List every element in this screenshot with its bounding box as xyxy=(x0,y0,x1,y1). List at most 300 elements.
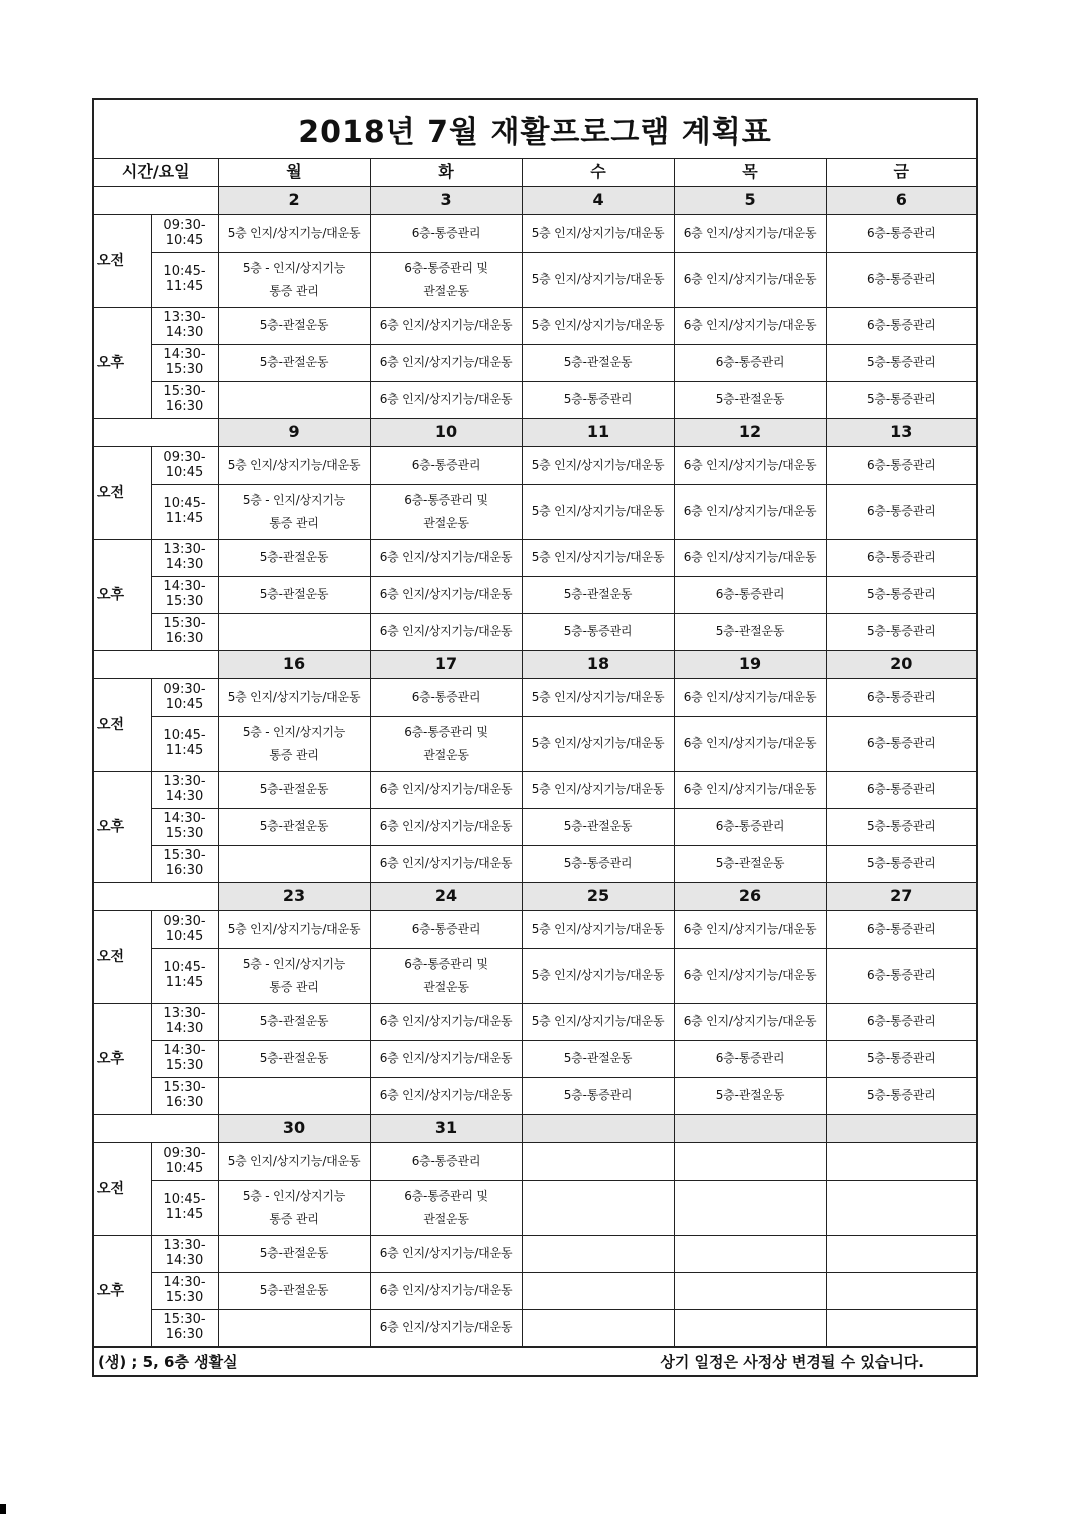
date-cell: 10 xyxy=(370,419,522,447)
period-am-label: 오전 xyxy=(94,215,151,308)
activity-cell xyxy=(218,1143,370,1181)
date-cell: 5 xyxy=(674,187,826,215)
activity-text: 5층 - 인지/상지기능 xyxy=(242,1188,346,1203)
activity-text: 6층 인지/상지기능/대운동 xyxy=(379,318,513,333)
time-slot-start: 15:30- xyxy=(163,1080,206,1096)
date-cell: 11 xyxy=(522,419,674,447)
activity-text: 5층-관절운동 xyxy=(563,587,633,602)
activity-cell xyxy=(218,772,370,809)
time-slot-cell xyxy=(151,540,218,577)
activity-text: 5층-관절운동 xyxy=(563,819,633,834)
time-slot-cell xyxy=(151,679,218,717)
time-slot-cell xyxy=(151,614,218,651)
activity-cell xyxy=(826,485,976,540)
scan-edge-mark xyxy=(0,1504,6,1514)
activity-text: 6층-통증관리 xyxy=(867,457,936,472)
activity-cell xyxy=(370,1181,522,1236)
activity-text: 6층 인지/상지기능/대운동 xyxy=(683,272,817,287)
time-slot-end: 14:30 xyxy=(165,789,204,804)
activity-cell xyxy=(218,345,370,382)
activity-cell xyxy=(218,911,370,949)
activity-text: 6층 인지/상지기능/대운동 xyxy=(379,819,513,834)
activity-text: 5층 인지/상지기능/대운동 xyxy=(531,921,665,936)
time-slot-start: 13:30- xyxy=(163,774,206,790)
slot-row xyxy=(94,382,976,419)
slot-row xyxy=(94,1181,976,1236)
time-slot-end: 10:45 xyxy=(165,696,204,712)
activity-text: 5층-관절운동 xyxy=(563,355,633,370)
time-slot-start: 10:45- xyxy=(163,728,206,744)
activity-cell xyxy=(370,809,522,846)
activity-text-line2: 관절운동 xyxy=(423,979,469,994)
time-slot-end: 11:45 xyxy=(165,1207,204,1222)
period-pm-label: 오후 xyxy=(94,308,151,419)
day-header-row xyxy=(94,159,976,187)
activity-cell xyxy=(826,447,976,485)
slot-row xyxy=(94,447,976,485)
activity-cell xyxy=(826,1236,976,1273)
date-cell: 16 xyxy=(218,651,370,679)
activity-text: 6층 인지/상지기능/대운동 xyxy=(379,1014,513,1029)
time-slot-cell xyxy=(151,447,218,485)
activity-cell xyxy=(826,1143,976,1181)
activity-text: 5층-통증관리 xyxy=(563,624,633,639)
slot-row xyxy=(94,1004,976,1041)
activity-cell xyxy=(674,253,826,308)
period-pm-label: 오후 xyxy=(94,772,151,883)
date-cell: 9 xyxy=(218,419,370,447)
time-slot-start: 15:30- xyxy=(163,848,206,864)
activity-text: 5층-통증관리 xyxy=(867,392,936,407)
slot-row xyxy=(94,949,976,1004)
activity-cell xyxy=(674,949,826,1004)
activity-cell xyxy=(674,447,826,485)
activity-text: 6층 인지/상지기능/대운동 xyxy=(379,1283,513,1298)
activity-cell xyxy=(218,1181,370,1236)
activity-text: 5층-통증관리 xyxy=(867,624,936,639)
activity-text: 5층-관절운동 xyxy=(259,819,329,834)
activity-text: 5층-관절운동 xyxy=(715,1088,785,1103)
activity-text: 5층-통증관리 xyxy=(563,392,633,407)
activity-cell xyxy=(218,253,370,308)
activity-text: 5층-관절운동 xyxy=(259,318,329,333)
activity-cell xyxy=(826,679,976,717)
activity-text: 6층-통증관리 xyxy=(867,550,936,565)
activity-text: 5층 인지/상지기능/대운동 xyxy=(227,1153,361,1168)
date-row xyxy=(94,1115,976,1143)
activity-text-line2: 관절운동 xyxy=(423,283,469,298)
activity-text: 6층-통증관리 xyxy=(867,1014,936,1029)
activity-text: 6층-통증관리 xyxy=(867,225,936,240)
period-am-label: 오전 xyxy=(94,447,151,540)
activity-text: 5층-관절운동 xyxy=(259,782,329,797)
activity-text: 6층-통증관리 xyxy=(411,225,481,240)
time-slot-end: 16:30 xyxy=(165,1327,204,1342)
day-header-fri: 금 xyxy=(826,159,976,187)
activity-text: 6층-통증관리 및 xyxy=(404,724,488,739)
activity-cell xyxy=(370,911,522,949)
activity-cell xyxy=(674,809,826,846)
activity-text: 6층 인지/상지기능/대운동 xyxy=(683,736,817,751)
activity-cell xyxy=(522,577,674,614)
time-slot-start: 10:45- xyxy=(163,1192,206,1208)
activity-text: 5층 인지/상지기능/대운동 xyxy=(531,782,665,797)
time-slot-start: 14:30- xyxy=(163,347,206,363)
activity-text: 6층-통증관리 xyxy=(411,921,481,936)
activity-cell xyxy=(522,1078,674,1115)
time-slot-start: 10:45- xyxy=(163,264,206,280)
time-slot-cell xyxy=(151,911,218,949)
activity-cell xyxy=(674,911,826,949)
time-slot-cell xyxy=(151,253,218,308)
activity-cell xyxy=(674,1004,826,1041)
date-cell: 26 xyxy=(674,883,826,911)
activity-cell xyxy=(522,911,674,949)
activity-text: 6층 인지/상지기능/대운동 xyxy=(379,1246,513,1261)
activity-cell xyxy=(218,809,370,846)
slot-row xyxy=(94,253,976,308)
activity-text: 6층 인지/상지기능/대운동 xyxy=(379,1088,513,1103)
activity-cell xyxy=(522,540,674,577)
activity-cell xyxy=(522,846,674,883)
activity-text: 6층-통증관리 xyxy=(867,318,936,333)
time-slot-cell xyxy=(151,1041,218,1078)
time-slot-start: 09:30- xyxy=(163,1145,206,1161)
activity-cell xyxy=(826,949,976,1004)
activity-text: 5층-통증관리 xyxy=(867,1051,936,1066)
activity-cell xyxy=(826,1004,976,1041)
activity-text: 5층 인지/상지기능/대운동 xyxy=(531,504,665,519)
activity-cell xyxy=(826,1078,976,1115)
time-slot-start: 09:30- xyxy=(163,913,206,929)
date-row-spacer xyxy=(94,651,218,679)
activity-text: 5층 - 인지/상지기능 xyxy=(242,956,346,971)
activity-cell xyxy=(218,1273,370,1310)
slot-row xyxy=(94,215,976,253)
activity-text: 6층 인지/상지기능/대운동 xyxy=(379,587,513,602)
activity-cell xyxy=(674,1181,826,1236)
activity-cell xyxy=(826,577,976,614)
time-slot-cell xyxy=(151,1078,218,1115)
time-slot-start: 10:45- xyxy=(163,496,206,512)
activity-cell xyxy=(826,846,976,883)
activity-text-line2: 통증 관리 xyxy=(269,283,319,298)
activity-cell xyxy=(370,447,522,485)
activity-text: 6층-통증관리 xyxy=(715,355,785,370)
activity-text: 5층 인지/상지기능/대운동 xyxy=(531,550,665,565)
date-cell: 13 xyxy=(826,419,976,447)
activity-cell xyxy=(674,679,826,717)
activity-text: 5층-관절운동 xyxy=(259,1246,329,1261)
time-slot-end: 14:30 xyxy=(165,1021,204,1036)
activity-cell xyxy=(218,447,370,485)
time-slot-end: 11:45 xyxy=(165,743,204,758)
activity-cell xyxy=(674,1273,826,1310)
activity-text: 6층-통증관리 xyxy=(867,736,936,751)
activity-text: 5층-관절운동 xyxy=(563,1051,633,1066)
time-slot-start: 09:30- xyxy=(163,681,206,697)
date-row xyxy=(94,419,976,447)
activity-text: 5층 인지/상지기능/대운동 xyxy=(531,1014,665,1029)
time-slot-cell xyxy=(151,1181,218,1236)
activity-text: 5층-관절운동 xyxy=(259,1283,329,1298)
activity-cell xyxy=(218,679,370,717)
time-slot-start: 15:30- xyxy=(163,384,206,400)
slot-row xyxy=(94,809,976,846)
activity-cell xyxy=(218,382,370,419)
period-pm-label: 오후 xyxy=(94,1004,151,1115)
activity-cell xyxy=(370,1041,522,1078)
activity-text: 6층 인지/상지기능/대운동 xyxy=(683,689,817,704)
activity-cell xyxy=(218,577,370,614)
time-slot-cell xyxy=(151,215,218,253)
activity-text: 5층 인지/상지기능/대운동 xyxy=(227,689,361,704)
slot-row xyxy=(94,485,976,540)
time-slot-end: 10:45 xyxy=(165,928,204,944)
activity-cell xyxy=(218,485,370,540)
time-slot-start: 13:30- xyxy=(163,542,206,558)
activity-cell xyxy=(674,1236,826,1273)
date-cell: 23 xyxy=(218,883,370,911)
activity-cell xyxy=(218,846,370,883)
time-slot-start: 14:30- xyxy=(163,1275,206,1291)
time-slot-start: 09:30- xyxy=(163,217,206,233)
activity-cell xyxy=(218,215,370,253)
date-cell: 27 xyxy=(826,883,976,911)
activity-cell xyxy=(826,253,976,308)
activity-text-line2: 통증 관리 xyxy=(269,515,319,530)
activity-text-line2: 관절운동 xyxy=(423,515,469,530)
activity-text: 6층 인지/상지기능/대운동 xyxy=(683,968,817,983)
time-slot-cell xyxy=(151,485,218,540)
time-slot-end: 10:45 xyxy=(165,464,204,480)
activity-cell xyxy=(522,679,674,717)
time-slot-cell xyxy=(151,1310,218,1347)
activity-cell xyxy=(674,485,826,540)
activity-cell xyxy=(522,382,674,419)
activity-text: 5층 인지/상지기능/대운동 xyxy=(531,689,665,704)
date-cell: 30 xyxy=(218,1115,370,1143)
activity-cell xyxy=(826,382,976,419)
activity-cell xyxy=(218,1078,370,1115)
activity-cell xyxy=(370,846,522,883)
time-slot-cell xyxy=(151,308,218,345)
activity-cell xyxy=(370,1236,522,1273)
time-slot-end: 15:30 xyxy=(165,826,204,841)
schedule-body xyxy=(94,159,976,1347)
activity-cell xyxy=(218,308,370,345)
time-slot-end: 16:30 xyxy=(165,1095,204,1110)
activity-text: 6층-통증관리 xyxy=(411,689,481,704)
activity-cell xyxy=(674,382,826,419)
activity-cell xyxy=(522,614,674,651)
time-slot-end: 15:30 xyxy=(165,594,204,609)
activity-text: 5층-통증관리 xyxy=(867,355,936,370)
activity-text: 5층-관절운동 xyxy=(715,856,785,871)
activity-cell xyxy=(522,447,674,485)
activity-cell xyxy=(522,1273,674,1310)
date-cell: 17 xyxy=(370,651,522,679)
activity-cell xyxy=(522,772,674,809)
activity-cell xyxy=(370,1078,522,1115)
activity-cell xyxy=(674,846,826,883)
time-slot-end: 11:45 xyxy=(165,279,204,294)
time-slot-end: 14:30 xyxy=(165,557,204,572)
time-slot-end: 14:30 xyxy=(165,325,204,340)
slot-row xyxy=(94,1236,976,1273)
period-pm-label: 오후 xyxy=(94,1236,151,1347)
activity-cell xyxy=(522,717,674,772)
activity-text: 6층 인지/상지기능/대운동 xyxy=(379,624,513,639)
date-row-spacer xyxy=(94,187,218,215)
activity-text: 5층 - 인지/상지기능 xyxy=(242,724,346,739)
slot-row xyxy=(94,1310,976,1347)
activity-cell xyxy=(370,382,522,419)
activity-cell xyxy=(674,717,826,772)
activity-cell xyxy=(370,577,522,614)
slot-row xyxy=(94,614,976,651)
time-slot-end: 10:45 xyxy=(165,232,204,248)
time-slot-cell xyxy=(151,1273,218,1310)
activity-text: 5층-관절운동 xyxy=(259,550,329,565)
date-cell: 12 xyxy=(674,419,826,447)
date-cell xyxy=(826,1115,976,1143)
date-cell: 3 xyxy=(370,187,522,215)
activity-cell xyxy=(218,1236,370,1273)
activity-cell xyxy=(522,253,674,308)
activity-cell xyxy=(522,809,674,846)
activity-cell xyxy=(522,1143,674,1181)
activity-text: 6층-통증관리 및 xyxy=(404,1188,488,1203)
activity-cell xyxy=(370,614,522,651)
activity-text: 5층 인지/상지기능/대운동 xyxy=(531,968,665,983)
activity-text: 5층 - 인지/상지기능 xyxy=(242,492,346,507)
time-slot-cell xyxy=(151,1143,218,1181)
date-row-spacer xyxy=(94,1115,218,1143)
date-row-spacer xyxy=(94,883,218,911)
activity-text: 6층 인지/상지기능/대운동 xyxy=(683,921,817,936)
day-header-tue: 화 xyxy=(370,159,522,187)
activity-cell xyxy=(218,1004,370,1041)
activity-cell xyxy=(826,345,976,382)
time-slot-end: 16:30 xyxy=(165,631,204,646)
activity-text: 6층-통증관리 xyxy=(867,782,936,797)
activity-text: 6층 인지/상지기능/대운동 xyxy=(683,457,817,472)
slot-row xyxy=(94,308,976,345)
date-cell: 31 xyxy=(370,1115,522,1143)
date-cell: 4 xyxy=(522,187,674,215)
activity-text: 6층 인지/상지기능/대운동 xyxy=(379,355,513,370)
slot-row xyxy=(94,577,976,614)
activity-text-line2: 통증 관리 xyxy=(269,1211,319,1226)
day-header-mon: 월 xyxy=(218,159,370,187)
time-slot-cell xyxy=(151,772,218,809)
time-slot-end: 16:30 xyxy=(165,863,204,878)
activity-text: 5층 인지/상지기능/대운동 xyxy=(531,318,665,333)
slot-row xyxy=(94,911,976,949)
activity-text: 6층-통증관리 및 xyxy=(404,492,488,507)
date-row xyxy=(94,883,976,911)
period-am-label: 오전 xyxy=(94,1143,151,1236)
activity-cell xyxy=(826,540,976,577)
activity-text: 6층-통증관리 xyxy=(715,819,785,834)
activity-cell xyxy=(826,1273,976,1310)
slot-row xyxy=(94,1143,976,1181)
period-am-label: 오전 xyxy=(94,679,151,772)
time-slot-start: 15:30- xyxy=(163,1312,206,1328)
time-slot-end: 11:45 xyxy=(165,975,204,990)
activity-text: 6층 인지/상지기능/대운동 xyxy=(379,856,513,871)
activity-text: 5층 인지/상지기능/대운동 xyxy=(227,457,361,472)
footer xyxy=(94,1347,976,1375)
activity-text: 5층-관절운동 xyxy=(259,1014,329,1029)
activity-cell xyxy=(370,717,522,772)
date-cell: 2 xyxy=(218,187,370,215)
day-header-wed: 수 xyxy=(522,159,674,187)
slot-row xyxy=(94,1041,976,1078)
activity-cell xyxy=(674,772,826,809)
activity-text: 5층 인지/상지기능/대운동 xyxy=(531,272,665,287)
slot-row xyxy=(94,846,976,883)
activity-cell xyxy=(522,949,674,1004)
activity-cell xyxy=(674,1078,826,1115)
schedule-sheet xyxy=(92,98,978,1377)
time-slot-cell xyxy=(151,717,218,772)
activity-text: 6층 인지/상지기능/대운동 xyxy=(683,225,817,240)
activity-cell xyxy=(522,1041,674,1078)
date-cell: 25 xyxy=(522,883,674,911)
slot-row xyxy=(94,717,976,772)
activity-cell xyxy=(826,911,976,949)
activity-cell xyxy=(370,679,522,717)
activity-cell xyxy=(826,308,976,345)
activity-text-line2: 통증 관리 xyxy=(269,979,319,994)
time-slot-end: 15:30 xyxy=(165,1290,204,1305)
slot-row xyxy=(94,1273,976,1310)
activity-text: 5층-통증관리 xyxy=(867,587,936,602)
activity-text: 6층-통증관리 xyxy=(867,689,936,704)
activity-text: 6층-통증관리 및 xyxy=(404,260,488,275)
activity-text: 6층 인지/상지기능/대운동 xyxy=(379,782,513,797)
activity-cell xyxy=(218,614,370,651)
activity-text: 6층 인지/상지기능/대운동 xyxy=(683,504,817,519)
time-slot-end: 15:30 xyxy=(165,1058,204,1073)
slot-row xyxy=(94,772,976,809)
activity-text: 5층 인지/상지기능/대운동 xyxy=(227,921,361,936)
activity-text: 6층-통증관리 xyxy=(867,504,936,519)
slot-row xyxy=(94,540,976,577)
activity-cell xyxy=(674,540,826,577)
time-slot-cell xyxy=(151,577,218,614)
activity-text: 6층-통증관리 xyxy=(867,272,936,287)
activity-cell xyxy=(826,772,976,809)
activity-cell xyxy=(218,540,370,577)
date-cell xyxy=(522,1115,674,1143)
footer-note-rooms: (생) ; 5, 6층 생활실 xyxy=(98,1353,238,1371)
activity-cell xyxy=(522,308,674,345)
schedule-table xyxy=(94,159,976,1347)
activity-text: 6층-통증관리 xyxy=(715,587,785,602)
activity-cell xyxy=(674,215,826,253)
time-slot-end: 16:30 xyxy=(165,399,204,414)
activity-cell xyxy=(674,1143,826,1181)
activity-text: 5층-관절운동 xyxy=(715,392,785,407)
time-slot-cell xyxy=(151,345,218,382)
activity-cell xyxy=(370,540,522,577)
activity-cell xyxy=(674,345,826,382)
activity-text: 6층-통증관리 xyxy=(411,1153,481,1168)
activity-text: 5층-관절운동 xyxy=(259,355,329,370)
